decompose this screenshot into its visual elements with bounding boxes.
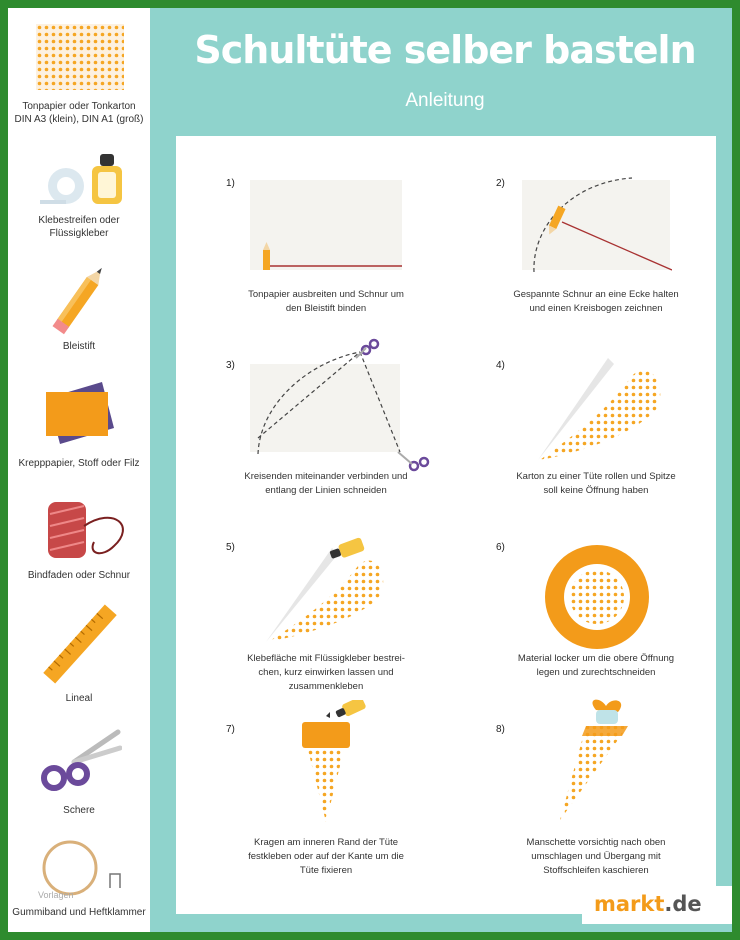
watermark: Vorlagen [38, 890, 74, 900]
material-label-paper: Tonpapier oder Tonkarton DIN A3 (klein), DIN A1 (groß) [14, 101, 144, 125]
material-label-string: Bindfaden oder Schnur [27, 570, 131, 581]
tape-glue-icon [36, 148, 126, 208]
material-label-pencil: Bleistift [62, 341, 96, 352]
scissors-icon [40, 726, 122, 792]
scissors-bottom-icon [398, 452, 428, 470]
step-4-number: 4) [496, 360, 505, 371]
step-6-caption: Material locker um die obere Öffnung legen und zurechtschneiden [517, 653, 675, 678]
glue-bottle-small-icon [334, 700, 367, 720]
page-title: Schultüte selber basteln [194, 28, 696, 72]
scissors-top-icon [356, 340, 378, 358]
material-label-scissors: Schere [63, 805, 95, 816]
step-2-caption: Gespannte Schnur an eine Ecke halten und einen Kreisbogen zeichnen [513, 289, 679, 314]
step-6-illustration [542, 542, 652, 652]
markt-logo[interactable] [582, 886, 732, 924]
step-7-illustration [300, 700, 400, 826]
pencil-icon [42, 258, 122, 338]
step-2-illustration [522, 176, 672, 276]
step-2-number: 2) [496, 178, 505, 189]
material-label-crepe: Krepppapier, Stoff oder Filz [18, 458, 140, 469]
step-4-caption: Karton zu einer Tüte rollen und Spitze soll keine Öffnung haben [516, 471, 676, 496]
step-3-number: 3) [226, 360, 235, 371]
step-7-caption: Kragen am inneren Rand der Tüte festkleben oder auf der Kante um die Tüte fixieren [248, 837, 404, 876]
step-1-number: 1) [226, 178, 235, 189]
material-label-ruler: Lineal [65, 693, 93, 704]
step-5-number: 5) [226, 542, 235, 553]
step-5-caption: Klebefläche mit Flüssigkleber bestrei- chen, kurz einwirken lassen und zusammenkleben [247, 653, 405, 692]
materials-sidebar [8, 8, 150, 932]
ruler-icon [38, 602, 122, 686]
instructions-panel [176, 136, 716, 914]
material-label-rubber-band: Gummiband und Heftklammer [12, 907, 146, 918]
logo-brand: markt [594, 892, 665, 916]
step-3-caption: Kreisenden miteinander verbinden und entlang der Linien schneiden [244, 471, 408, 496]
step-3-illustration [248, 334, 438, 480]
dotted-paper-icon [36, 24, 124, 90]
step-4-illustration [532, 356, 672, 466]
paper-stack-icon [40, 378, 120, 448]
logo-suffix: .de [664, 892, 702, 916]
step-1-illustration [250, 180, 402, 270]
step-8-caption: Manschette vorsichtig nach oben umschlagen und Übergang mit Stoffschleifen kaschieren [526, 837, 666, 876]
step-6-number: 6) [496, 542, 505, 553]
material-label-glue: Klebestreifen oder Flüssigkleber [38, 215, 120, 239]
step-5-illustration [262, 536, 392, 646]
step-8-illustration [556, 696, 666, 826]
step-1-caption: Tonpapier ausbreiten und Schnur um den Bleistift binden [248, 289, 404, 314]
step-7-number: 7) [226, 724, 235, 735]
string-icon [44, 496, 134, 564]
step-8-number: 8) [496, 724, 505, 735]
glue-bottle-icon [328, 537, 365, 562]
page-subtitle: Anleitung [405, 90, 485, 111]
